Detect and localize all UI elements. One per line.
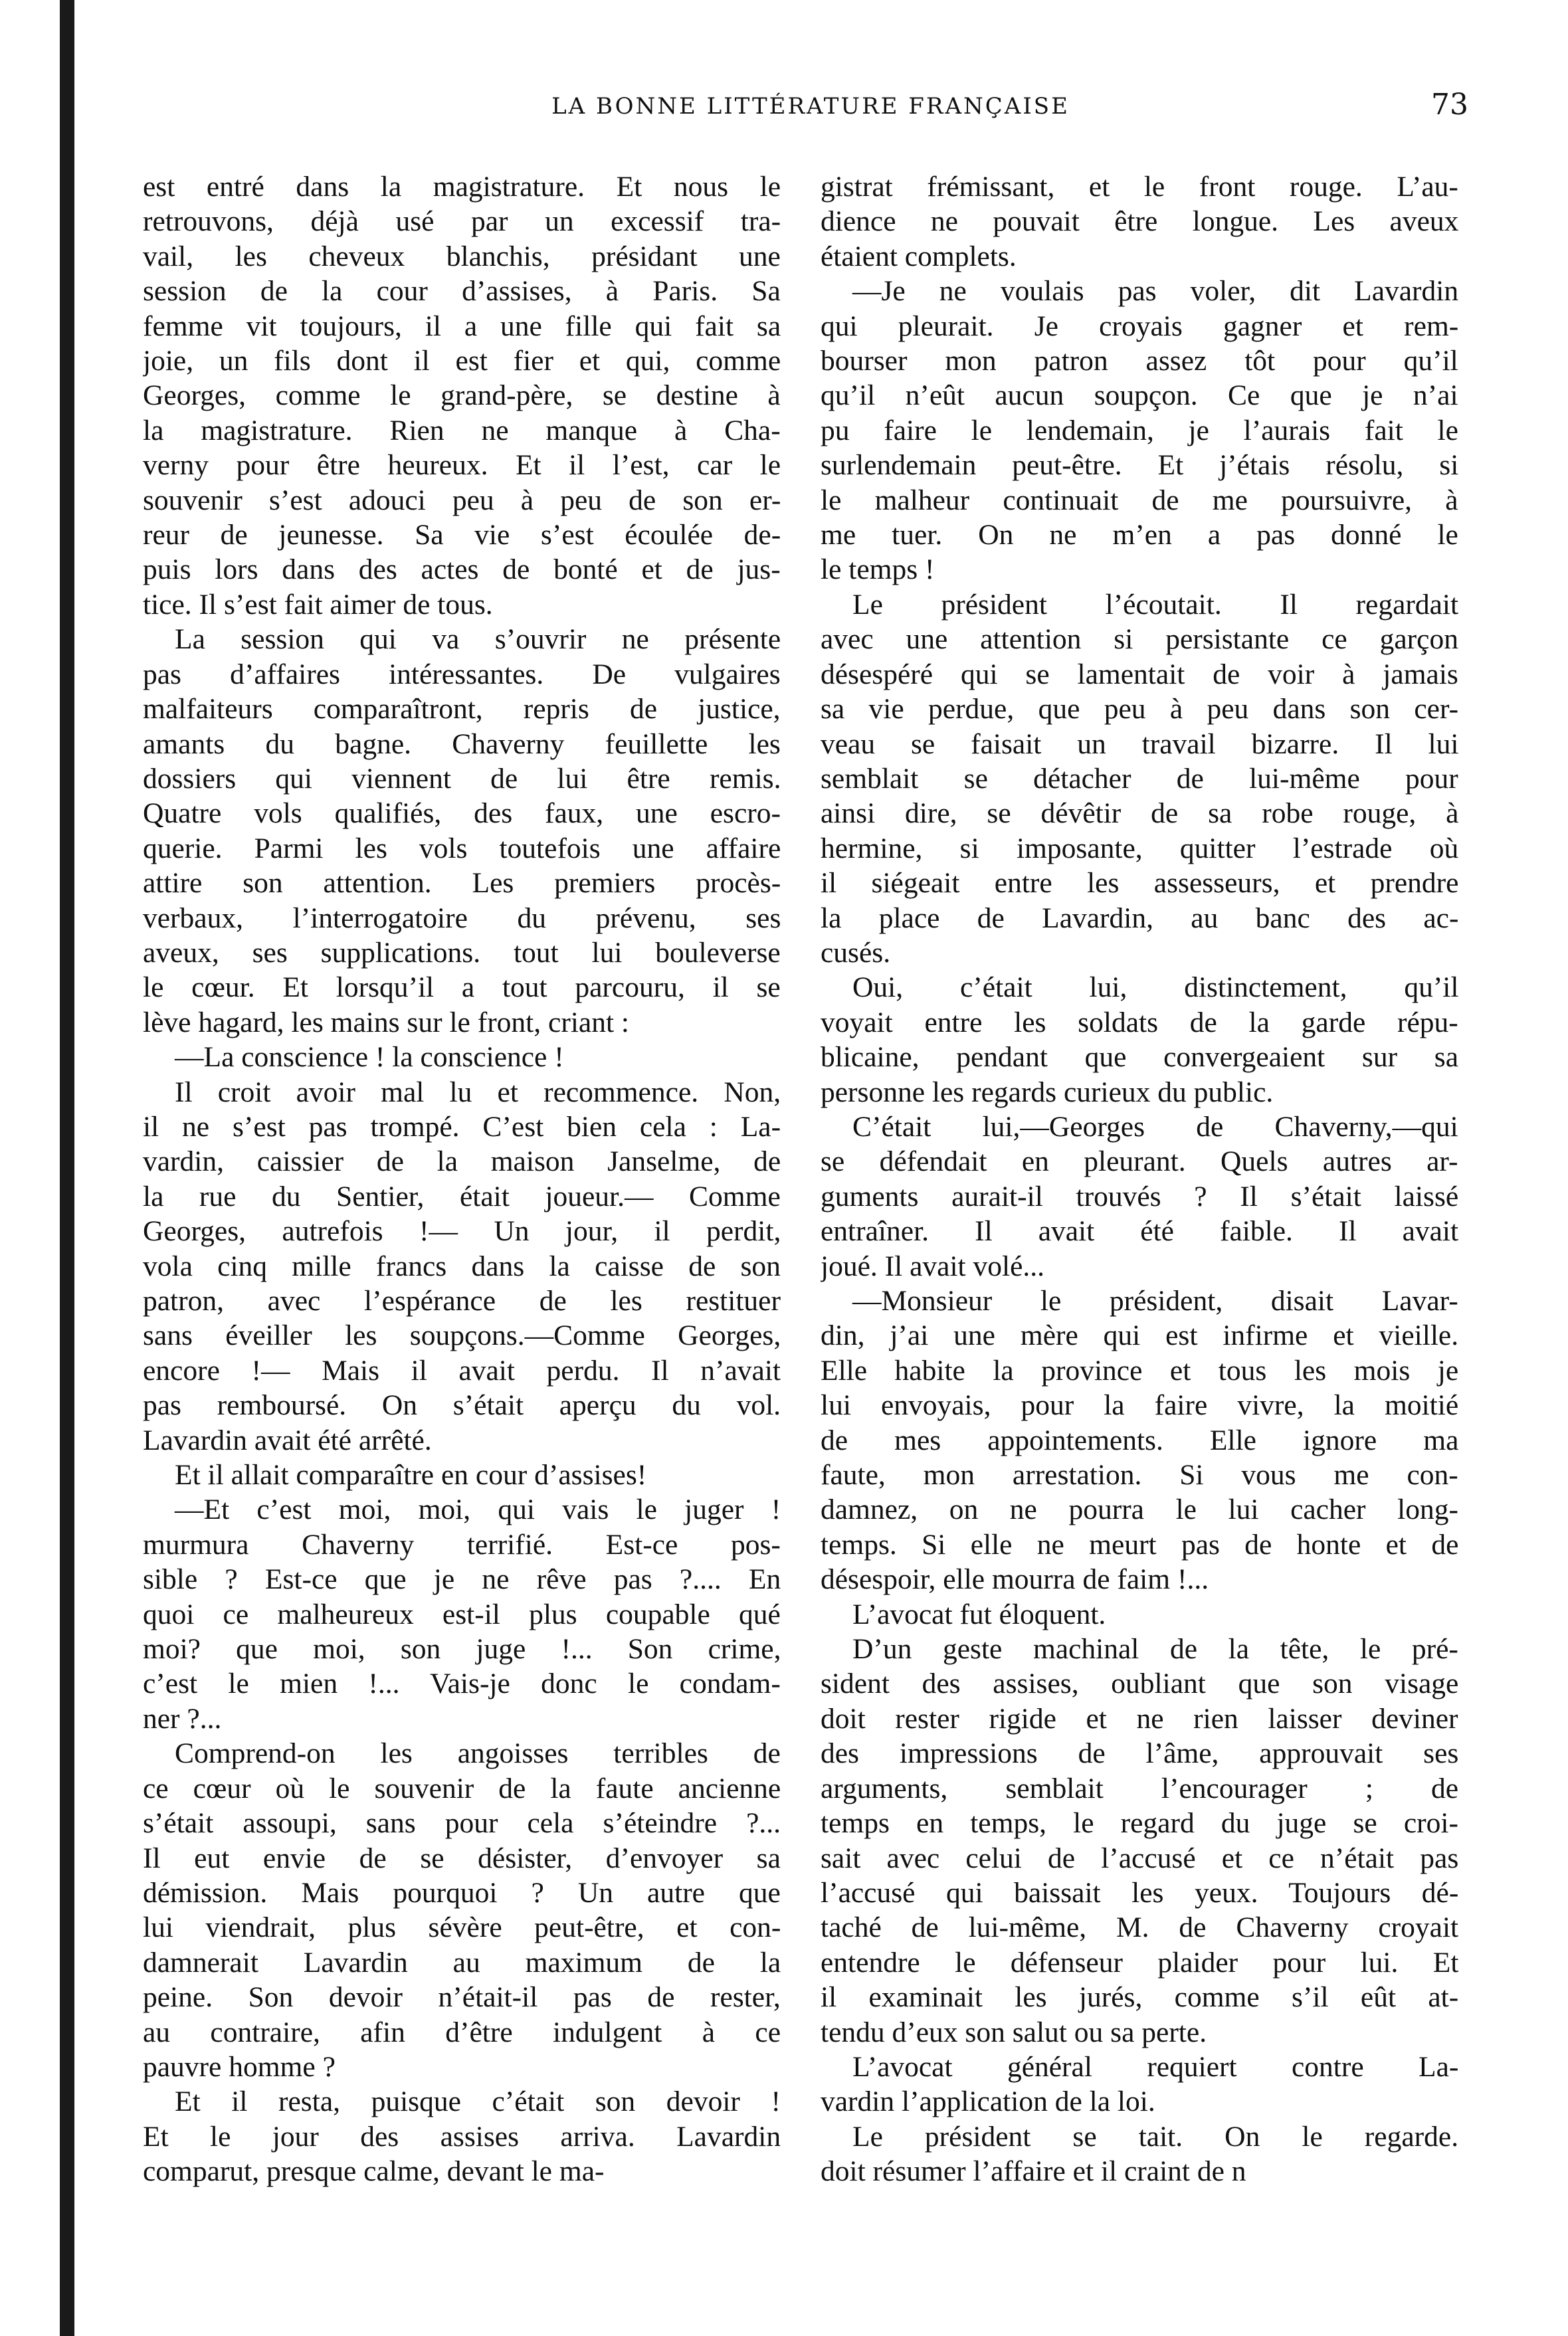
text-line: sident des assises, oubliant que son visage — [821, 1668, 1458, 1700]
text-line: il examinait les jurés, comme s’il eût at- — [821, 1981, 1458, 2014]
text-line: puis lors dans des actes de bonté et de jus- — [143, 553, 781, 586]
text-line: vardin, caissier de la maison Janselme, de — [143, 1145, 781, 1178]
text-line: taché de lui-même, M. de Chaverny croyait — [821, 1911, 1458, 1944]
text-line: murmura Chaverny terrifié. Est-ce pos- — [143, 1528, 781, 1561]
text-line: se défendait en pleurant. Quels autres ar- — [821, 1145, 1458, 1178]
text-line: Oui, c’était lui, distinctement, qu’il — [852, 971, 1458, 1004]
text-line: vardin l’application de la loi. — [821, 2086, 1155, 2118]
text-line: lève hagard, les mains sur le front, criant : — [143, 1006, 630, 1038]
text-line: au contraire, afin d’être indulgent à ce — [143, 2016, 781, 2048]
text-line: sa vie perdue, que peu à peu dans son cer- — [821, 693, 1458, 726]
text-line: tice. Il s’est fait aimer de tous. — [143, 588, 493, 621]
text-line: Elle habite la province et tous les mois je — [821, 1354, 1458, 1387]
text-line: —Je ne voulais pas voler, dit Lavardin — [852, 275, 1458, 308]
text-line: semblait se détacher de lui-même pour — [821, 762, 1458, 795]
text-line: s’était assoupi, sans pour cela s’éteindre ?... — [143, 1807, 781, 1840]
text-line: désespoir, elle mourra de faim !... — [821, 1563, 1209, 1596]
text-line: entendre le défenseur plaider pour lui. Et — [821, 1946, 1458, 1979]
text-line: retrouvons, déjà usé par un excessif tra- — [143, 205, 781, 238]
text-line: comparut, presque calme, devant le ma- — [143, 2155, 605, 2188]
text-line: cusés. — [821, 936, 891, 969]
text-line: temps. Si elle ne meurt pas de honte et de — [821, 1528, 1458, 1561]
text-line: femme vit toujours, il a une fille qui fait sa — [143, 310, 781, 342]
text-line: voyait entre les soldats de la garde répu- — [821, 1006, 1458, 1038]
text-line: pas d’affaires intéressantes. De vulgaires — [143, 658, 781, 690]
text-line: Et le jour des assises arriva. Lavardin — [143, 2120, 781, 2153]
text-line: me tuer. On ne m’en a pas donné le — [821, 519, 1458, 551]
text-line: ner ?... — [143, 1702, 222, 1735]
text-line: C’était lui,—Georges de Chaverny,—qui — [852, 1110, 1458, 1143]
text-line: ainsi dire, se dévêtir de sa robe rouge, à — [821, 797, 1458, 830]
text-line: le cœur. Et lorsqu’il a tout parcouru, il se — [143, 971, 781, 1004]
text-line: —Monsieur le président, disait Lavar- — [852, 1285, 1458, 1317]
text-line: personne les regards curieux du public. — [821, 1076, 1274, 1108]
text-line: patron, avec l’espérance de les restituer — [143, 1285, 781, 1317]
text-line: bourser mon patron assez tôt pour qu’il — [821, 345, 1458, 377]
text-line: D’un geste machinal de la tête, le pré- — [852, 1633, 1458, 1666]
text-line: ce cœur où le souvenir de la faute ancienne — [143, 1772, 781, 1804]
text-line: pauvre homme ? — [143, 2050, 336, 2083]
text-line: sait avec celui de l’accusé et ce n’était pas — [821, 1842, 1458, 1874]
text-line: temps en temps, le regard du juge se croi- — [821, 1807, 1458, 1840]
text-line: des impressions de l’âme, approuvait ses — [821, 1737, 1458, 1770]
text-line: étaient complets. — [821, 240, 1017, 272]
text-line: vola cinq mille francs dans la caisse de son — [143, 1250, 781, 1282]
text-line: encore !— Mais il avait perdu. Il n’avait — [143, 1354, 781, 1387]
text-line: dossiers qui viennent de lui être remis. — [143, 762, 781, 795]
text-line: pu faire le lendemain, je l’aurais fait le — [821, 414, 1458, 446]
text-line: Et il allait comparaître en cour d’assises! — [175, 1459, 647, 1492]
text-line: Il eut envie de se désister, d’envoyer sa — [143, 1842, 781, 1874]
text-line: amants du bagne. Chaverny feuillette les — [143, 728, 781, 760]
text-line: la magistrature. Rien ne manque à Cha- — [143, 414, 781, 446]
text-line: sans éveiller les soupçons.—Comme Georges, — [143, 1319, 781, 1352]
text-line: désespéré qui se lamentait de voir à jamais — [821, 658, 1458, 690]
text-line: qu’il n’eût aucun soupçon. Ce que je n’ai — [821, 379, 1458, 412]
text-line: la rue du Sentier, était joueur.— Comme — [143, 1180, 781, 1213]
text-line: vail, les cheveux blanchis, présidant une — [143, 240, 781, 272]
text-line: lui viendrait, plus sévère peut-être, et con- — [143, 1911, 781, 1944]
text-line: verny pour être heureux. Et il l’est, car le — [143, 449, 781, 482]
text-line: démission. Mais pourquoi ? Un autre que — [143, 1876, 781, 1909]
text-line: de mes appointements. Elle ignore ma — [821, 1424, 1458, 1456]
text-line: arguments, semblait l’encourager ; de — [821, 1772, 1458, 1804]
text-line: doit rester rigide et ne rien laisser deviner — [821, 1702, 1458, 1735]
text-line: entraîner. Il avait été faible. Il avait — [821, 1215, 1458, 1248]
text-line: Georges, autrefois !— Un jour, il perdit, — [143, 1215, 781, 1248]
text-line: tendu d’eux son salut ou sa perte. — [821, 2016, 1207, 2048]
text-line: guments aurait-il trouvés ? Il s’était laissé — [821, 1180, 1458, 1213]
text-line: Georges, comme le grand-père, se destine à — [143, 379, 781, 412]
text-line: surlendemain peut-être. Et j’étais résolu, si — [821, 449, 1458, 482]
text-line: L’avocat fut éloquent. — [852, 1598, 1106, 1630]
text-line: hermine, si imposante, quitter l’estrade où — [821, 832, 1458, 864]
text-line: attire son attention. Les premiers procès- — [143, 867, 781, 900]
text-line: faute, mon arrestation. Si vous me con- — [821, 1459, 1458, 1492]
text-line: doit résumer l’affaire et il craint de n — [821, 2155, 1246, 2188]
page-header — [153, 88, 1468, 133]
text-line: gistrat frémissant, et le front rouge. L’au- — [821, 171, 1458, 203]
text-line: moi? que moi, son juge !... Son crime, — [143, 1633, 781, 1666]
text-line: est entré dans la magistrature. Et nous le — [143, 171, 781, 203]
text-line: le malheur continuait de me poursuivre, à — [821, 484, 1458, 516]
text-line: la place de Lavardin, au banc des ac- — [821, 902, 1458, 934]
text-line: Il croit avoir mal lu et recommence. Non, — [175, 1076, 781, 1108]
text-line: pas remboursé. On s’était aperçu du vol. — [143, 1389, 781, 1422]
text-line: session de la cour d’assises, à Paris. Sa — [143, 275, 781, 308]
text-line: querie. Parmi les vols toutefois une affaire — [143, 832, 781, 864]
text-line: sible ? Est-ce que je ne rêve pas ?.... En — [143, 1563, 781, 1596]
text-line: Quatre vols qualifiés, des faux, une escro- — [143, 797, 781, 830]
text-line: dience ne pouvait être longue. Les aveux — [821, 205, 1458, 238]
text-line: Comprend-on les angoisses terribles de — [175, 1737, 781, 1770]
text-line: qui pleurait. Je croyais gagner et rem- — [821, 310, 1458, 342]
text-line: La session qui va s’ouvrir ne présente — [175, 623, 781, 656]
text-line: malfaiteurs comparaîtront, repris de justice, — [143, 693, 781, 726]
text-line: Lavardin avait été arrêté. — [143, 1424, 432, 1456]
text-line: L’avocat général requiert contre La- — [852, 2050, 1458, 2083]
text-line: Et il resta, puisque c’était son devoir ! — [175, 2086, 781, 2118]
text-line: —La conscience ! la conscience ! — [175, 1041, 564, 1074]
text-line: Le président l’écoutait. Il regardait — [852, 588, 1458, 621]
text-line: Le président se tait. On le regarde. — [852, 2120, 1458, 2153]
running-title: LA BONNE LITTÉRATURE FRANÇAISE — [551, 93, 1070, 120]
text-line: souvenir s’est adouci peu à peu de son er- — [143, 484, 781, 516]
right-column — [821, 169, 1458, 2189]
text-line: avec une attention si persistante ce garçon — [821, 623, 1458, 656]
text-line: il siégeait entre les assesseurs, et prendre — [821, 867, 1458, 900]
text-line: joué. Il avait volé... — [821, 1250, 1045, 1282]
text-line: damnez, on ne pourra le lui cacher long- — [821, 1494, 1458, 1526]
text-line: damnerait Lavardin au maximum de la — [143, 1946, 781, 1979]
text-line: peine. Son devoir n’était-il pas de rester, — [143, 1981, 781, 2014]
text-line: quoi ce malheureux est-il plus coupable qué — [143, 1598, 781, 1630]
text-line: le temps ! — [821, 553, 935, 586]
text-line: din, j’ai une mère qui est infirme et vieille. — [821, 1319, 1458, 1352]
text-line: aveux, ses supplications. tout lui bouleverse — [143, 936, 781, 969]
text-line: joie, un fils dont il est fier et qui, comme — [143, 345, 781, 377]
text-line: lui envoyais, pour la faire vivre, la moitié — [821, 1389, 1458, 1422]
page-number: 73 — [1431, 88, 1468, 122]
text-line: verbaux, l’interrogatoire du prévenu, ses — [143, 902, 781, 934]
text-line: reur de jeunesse. Sa vie s’est écoulée de- — [143, 519, 781, 551]
binding-edge — [60, 0, 74, 2336]
text-line: veau se faisait un travail bizarre. Il lui — [821, 728, 1458, 760]
text-line: il ne s’est pas trompé. C’est bien cela : La- — [143, 1110, 781, 1143]
text-line: —Et c’est moi, moi, qui vais le juger ! — [175, 1494, 781, 1526]
text-line: c’est le mien !... Vais-je donc le condam- — [143, 1668, 781, 1700]
text-line: blicaine, pendant que convergeaient sur sa — [821, 1041, 1458, 1074]
left-column — [143, 169, 781, 2189]
text-line: l’accusé qui baissait les yeux. Toujours dé- — [821, 1876, 1458, 1909]
